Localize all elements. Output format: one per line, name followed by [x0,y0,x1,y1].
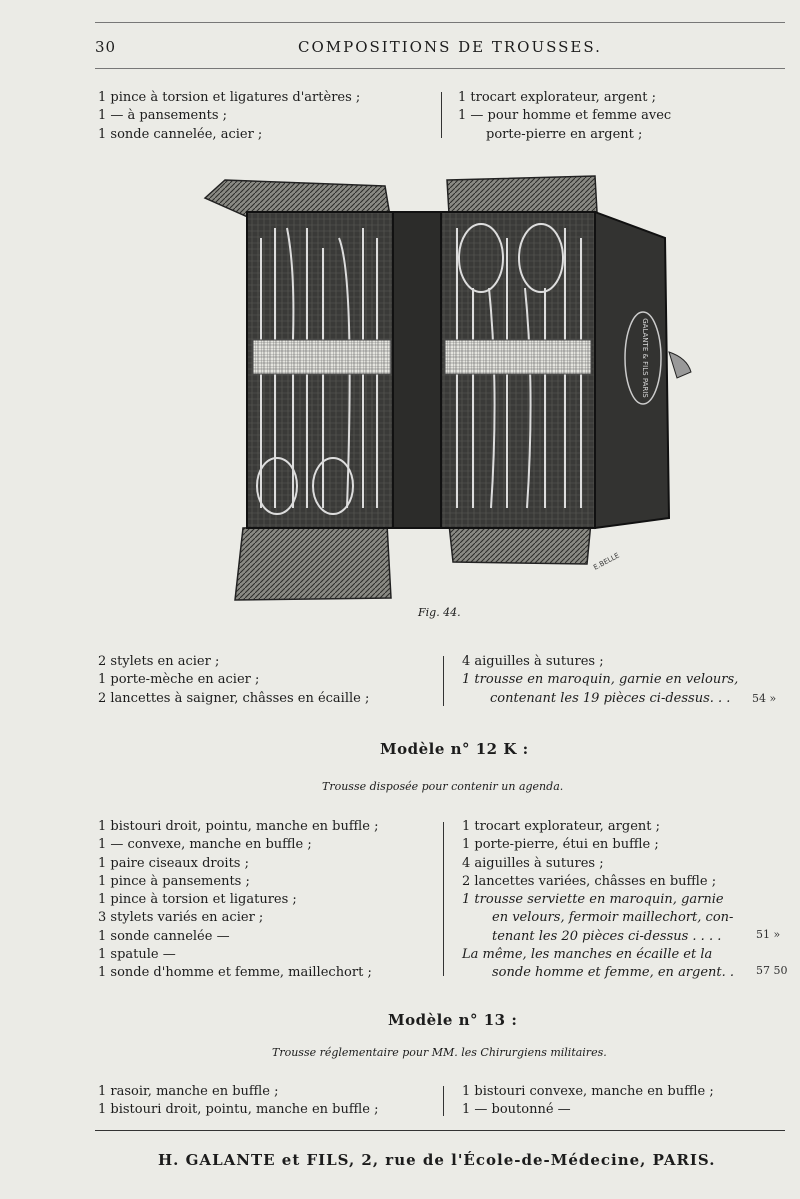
column-divider [443,1086,444,1116]
list-item: porte-pierre en argent ; [486,126,643,142]
list-item: 1 trousse serviette en maroquin, garnie [462,892,724,908]
block1-left-list [98,89,360,144]
model-12k-subtitle: Trousse disposée pour contenir un agenda. [322,780,564,793]
list-item: 2 lancettes variées, châsses en buffle ; [462,873,717,889]
list-item: 1 — boutonné — [462,1102,571,1118]
list-item: sonde homme et femme, en argent. . [492,965,735,981]
list-item: 1 trocart explorateur, argent ; [458,90,656,105]
bottom-left-flap [235,524,391,600]
column-divider [443,822,444,976]
maker-stamp-text: GALANTE & FILS PARIS [641,318,649,398]
list-item: 1 — pour homme et femme avec [458,108,672,124]
closing-flap [595,212,669,528]
model-13-subtitle: Trousse réglementaire pour MM. les Chirurgiens militaires. [272,1046,607,1059]
running-title: COMPOSITIONS DE TROUSSES. [298,38,602,56]
list-item: 1 spatule — [98,947,176,963]
spine [393,212,443,528]
price: 54 » [752,692,777,705]
list-item: 1 pince à torsion et ligatures d'artères ; [98,90,361,105]
price: 57 50 [756,964,788,977]
right-strap [445,340,591,374]
left-strap [253,340,391,374]
figure-caption: Fig. 44. [418,606,461,619]
list-item: La même, les manches en écaille et la [462,947,713,963]
block2-right-list [462,653,738,708]
list-item: 1 paire ciseaux droits ; [98,855,249,871]
list-item: 1 rasoir, manche en buffle ; [98,1084,279,1099]
block1-right-list [458,89,671,144]
price: 51 » [756,928,781,941]
list-item: 1 sonde d'homme et femme, maillechort ; [98,965,372,981]
list-item: 1 sonde cannelée, acier ; [98,126,263,142]
list-item: 1 sonde cannelée — [98,928,230,944]
model-12k-right-list [462,818,734,983]
list-item: 1 pince à pansements ; [98,873,250,889]
list-item: contenant les 19 pièces ci-dessus. . . [490,690,731,706]
clasp-icon [669,352,691,378]
list-item: 2 stylets en acier ; [98,654,220,669]
list-item: 1 trocart explorateur, argent ; [462,819,660,834]
list-item: 2 lancettes à saigner, châsses en écaille ; [98,690,370,706]
list-item: 1 porte-mèche en acier ; [98,672,260,688]
list-item: 1 trousse en maroquin, garnie en velours, [462,672,739,688]
engraver-signature: E.BELLE [592,551,621,572]
list-item: en velours, fermoir maillechort, con- [492,910,734,926]
list-item: 3 stylets variés en acier ; [98,910,264,926]
list-item: 1 pince à torsion et ligatures ; [98,892,297,908]
model-13-right-list [462,1083,714,1120]
list-item: 1 porte-pierre, étui en buffle ; [462,837,659,853]
list-item: 4 aiguilles à sutures ; [462,855,604,871]
list-item: 1 bistouri convexe, manche en buffle ; [462,1084,714,1099]
model-13-left-list [98,1083,378,1120]
page-number: 30 [95,38,117,56]
column-divider [441,92,442,138]
list-item: 4 aiguilles à sutures ; [462,654,604,669]
top-rule [95,22,785,23]
list-item: 1 — convexe, manche en buffle ; [98,837,312,853]
header-rule [95,68,785,69]
publisher-footer: H. GALANTE et FILS, 2, rue de l'École-de-Médecine, PARIS. [158,1151,716,1169]
model-13-title: Modèle n° 13 : [388,1011,518,1029]
model-12k-title: Modèle n° 12 K : [380,740,529,758]
footer-rule [95,1130,785,1131]
model-12k-left-list [98,818,378,983]
list-item: 1 bistouri droit, pointu, manche en buffle ; [98,819,379,834]
instrument-case-engraving [195,168,715,608]
top-right-flap [447,176,597,214]
block2-left-list [98,653,369,708]
column-divider [443,656,444,706]
list-item: 1 bistouri droit, pointu, manche en buffle ; [98,1102,379,1118]
list-item: 1 — à pansements ; [98,108,228,124]
list-item: tenant les 20 pièces ci-dessus . . . . [492,928,722,944]
